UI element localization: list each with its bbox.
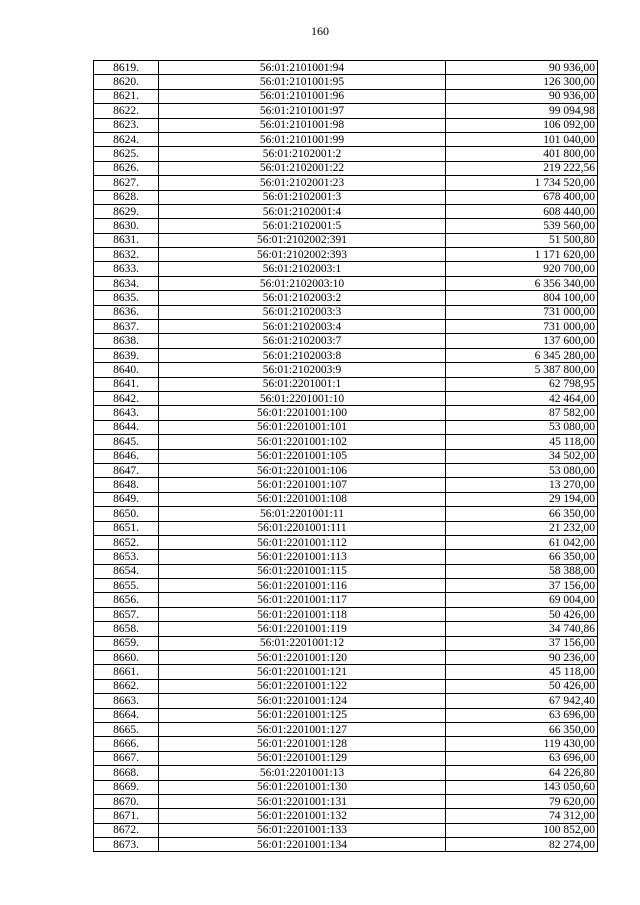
row-number: 8633. (94, 262, 159, 276)
row-number: 8620. (94, 75, 159, 89)
cadastral-value: 58 388,00 (446, 564, 598, 578)
cadastral-value: 106 092,00 (446, 118, 598, 132)
cadastral-value: 66 350,00 (446, 722, 598, 736)
row-number: 8619. (94, 61, 159, 75)
table-row (94, 204, 598, 218)
cadastral-number: 56:01:2102003:3 (159, 305, 446, 319)
table-row (94, 190, 598, 204)
cadastral-number: 56:01:2101001:99 (159, 132, 446, 146)
table-row (94, 248, 598, 262)
cadastral-value: 21 232,00 (446, 521, 598, 535)
row-number: 8625. (94, 147, 159, 161)
row-number: 8629. (94, 204, 159, 218)
table-row (94, 780, 598, 794)
table-row (94, 651, 598, 665)
cadastral-value: 920 700,00 (446, 262, 598, 276)
table-row (94, 809, 598, 823)
cadastral-number: 56:01:2201001:134 (159, 838, 446, 852)
cadastral-value: 34 740,86 (446, 622, 598, 636)
cadastral-value: 87 582,00 (446, 406, 598, 420)
cadastral-value: 100 852,00 (446, 823, 598, 837)
table-row (94, 694, 598, 708)
cadastral-value: 29 194,00 (446, 492, 598, 506)
cadastral-value: 45 118,00 (446, 665, 598, 679)
table-row (94, 75, 598, 89)
table-row (94, 607, 598, 621)
cadastral-number: 56:01:2201001:124 (159, 694, 446, 708)
row-number: 8641. (94, 377, 159, 391)
cadastral-value: 63 696,00 (446, 708, 598, 722)
table-row (94, 521, 598, 535)
row-number: 8664. (94, 708, 159, 722)
cadastral-value: 82 274,00 (446, 838, 598, 852)
cadastral-number: 56:01:2101001:98 (159, 118, 446, 132)
cadastral-number: 56:01:2102001:22 (159, 161, 446, 175)
cadastral-number: 56:01:2201001:12 (159, 636, 446, 650)
table-row (94, 406, 598, 420)
cadastral-value: 66 350,00 (446, 507, 598, 521)
cadastral-value: 539 560,00 (446, 219, 598, 233)
table-row (94, 579, 598, 593)
page-number: 160 (311, 24, 329, 38)
cadastral-number: 56:01:2201001:125 (159, 708, 446, 722)
cadastral-value: 64 226,80 (446, 766, 598, 780)
cadastral-value: 731 000,00 (446, 305, 598, 319)
row-number: 8668. (94, 766, 159, 780)
table-row (94, 435, 598, 449)
table-row (94, 751, 598, 765)
cadastral-value: 90 936,00 (446, 61, 598, 75)
table-row (94, 176, 598, 190)
cadastral-number: 56:01:2201001:117 (159, 593, 446, 607)
cadastral-number: 56:01:2201001:121 (159, 665, 446, 679)
cadastral-value: 13 270,00 (446, 478, 598, 492)
cadastral-value: 50 426,00 (446, 607, 598, 621)
row-number: 8640. (94, 363, 159, 377)
cadastral-number: 56:01:2201001:106 (159, 463, 446, 477)
table-row (94, 679, 598, 693)
cadastral-number: 56:01:2101001:95 (159, 75, 446, 89)
cadastral-value: 62 798,95 (446, 377, 598, 391)
cadastral-value: 126 300,00 (446, 75, 598, 89)
cadastral-value: 101 040,00 (446, 132, 598, 146)
row-number: 8631. (94, 233, 159, 247)
table-row (94, 593, 598, 607)
row-number: 8653. (94, 550, 159, 564)
row-number: 8621. (94, 89, 159, 103)
table-row (94, 737, 598, 751)
table-row (94, 492, 598, 506)
cadastral-number: 56:01:2102002:391 (159, 233, 446, 247)
row-number: 8670. (94, 794, 159, 808)
cadastral-value: 119 430,00 (446, 737, 598, 751)
cadastral-number: 56:01:2102003:8 (159, 348, 446, 362)
cadastral-value: 6 345 280,00 (446, 348, 598, 362)
table-row (94, 233, 598, 247)
cadastral-value: 99 094,98 (446, 104, 598, 118)
table-row (94, 276, 598, 290)
table-row (94, 766, 598, 780)
row-number: 8659. (94, 636, 159, 650)
row-number: 8623. (94, 118, 159, 132)
row-number: 8634. (94, 276, 159, 290)
cadastral-number: 56:01:2201001:115 (159, 564, 446, 578)
cadastral-value: 67 942,40 (446, 694, 598, 708)
cadastral-number: 56:01:2201001:132 (159, 809, 446, 823)
cadastral-value: 678 400,00 (446, 190, 598, 204)
cadastral-value: 37 156,00 (446, 579, 598, 593)
table-row (94, 449, 598, 463)
row-number: 8660. (94, 651, 159, 665)
cadastral-number: 56:01:2201001:130 (159, 780, 446, 794)
table-row (94, 420, 598, 434)
row-number: 8642. (94, 391, 159, 405)
table-row (94, 291, 598, 305)
cadastral-number: 56:01:2201001:102 (159, 435, 446, 449)
row-number: 8651. (94, 521, 159, 535)
cadastral-number: 56:01:2201001:111 (159, 521, 446, 535)
cadastral-number: 56:01:2102001:2 (159, 147, 446, 161)
row-number: 8630. (94, 219, 159, 233)
table-row (94, 89, 598, 103)
row-number: 8622. (94, 104, 159, 118)
cadastral-number: 56:01:2201001:107 (159, 478, 446, 492)
row-number: 8656. (94, 593, 159, 607)
row-number: 8645. (94, 435, 159, 449)
cadastral-number: 56:01:2201001:119 (159, 622, 446, 636)
row-number: 8628. (94, 190, 159, 204)
cadastral-value: 79 620,00 (446, 794, 598, 808)
row-number: 8635. (94, 291, 159, 305)
table-row (94, 118, 598, 132)
row-number: 8624. (94, 132, 159, 146)
table-row (94, 377, 598, 391)
row-number: 8652. (94, 535, 159, 549)
row-number: 8643. (94, 406, 159, 420)
table-row (94, 262, 598, 276)
cadastral-number: 56:01:2201001:113 (159, 550, 446, 564)
cadastral-number: 56:01:2201001:10 (159, 391, 446, 405)
cadastral-value: 63 696,00 (446, 751, 598, 765)
cadastral-number: 56:01:2102003:4 (159, 320, 446, 334)
table-row (94, 478, 598, 492)
cadastral-value: 1 734 520,00 (446, 176, 598, 190)
row-number: 8657. (94, 607, 159, 621)
table-row (94, 838, 598, 852)
cadastral-value: 45 118,00 (446, 435, 598, 449)
table-row (94, 334, 598, 348)
table-row (94, 132, 598, 146)
cadastral-value: 731 000,00 (446, 320, 598, 334)
cadastral-number: 56:01:2102001:3 (159, 190, 446, 204)
cadastral-number: 56:01:2102002:393 (159, 248, 446, 262)
table-row (94, 147, 598, 161)
cadastral-value: 37 156,00 (446, 636, 598, 650)
cadastral-value: 804 100,00 (446, 291, 598, 305)
cadastral-number: 56:01:2201001:131 (159, 794, 446, 808)
cadastral-number: 56:01:2102003:9 (159, 363, 446, 377)
cadastral-value: 69 004,00 (446, 593, 598, 607)
table-row (94, 363, 598, 377)
row-number: 8650. (94, 507, 159, 521)
cadastral-value: 5 387 800,00 (446, 363, 598, 377)
cadastral-value: 219 222,56 (446, 161, 598, 175)
table-row (94, 665, 598, 679)
table-row (94, 391, 598, 405)
table-row (94, 823, 598, 837)
cadastral-number: 56:01:2102003:1 (159, 262, 446, 276)
cadastral-value: 6 356 340,00 (446, 276, 598, 290)
cadastral-value: 61 042,00 (446, 535, 598, 549)
cadastral-number: 56:01:2201001:100 (159, 406, 446, 420)
table-row (94, 320, 598, 334)
cadastral-number: 56:01:2201001:101 (159, 420, 446, 434)
table-row (94, 463, 598, 477)
row-number: 8665. (94, 722, 159, 736)
table-body (94, 61, 598, 852)
cadastral-number: 56:01:2201001:122 (159, 679, 446, 693)
row-number: 8667. (94, 751, 159, 765)
cadastral-number: 56:01:2102003:2 (159, 291, 446, 305)
cadastral-number: 56:01:2102003:10 (159, 276, 446, 290)
table-row (94, 564, 598, 578)
cadastral-number: 56:01:2201001:116 (159, 579, 446, 593)
row-number: 8648. (94, 478, 159, 492)
cadastral-number: 56:01:2201001:1 (159, 377, 446, 391)
cadastral-number: 56:01:2101001:96 (159, 89, 446, 103)
cadastral-value: 90 936,00 (446, 89, 598, 103)
row-number: 8671. (94, 809, 159, 823)
row-number: 8662. (94, 679, 159, 693)
cadastral-number: 56:01:2102001:23 (159, 176, 446, 190)
cadastral-value: 50 426,00 (446, 679, 598, 693)
cadastral-value: 66 350,00 (446, 550, 598, 564)
cadastral-value: 51 500,80 (446, 233, 598, 247)
row-number: 8632. (94, 248, 159, 262)
row-number: 8666. (94, 737, 159, 751)
table-row (94, 794, 598, 808)
table-row (94, 507, 598, 521)
cadastral-value: 143 050,60 (446, 780, 598, 794)
row-number: 8647. (94, 463, 159, 477)
cadastral-number: 56:01:2102001:5 (159, 219, 446, 233)
row-number: 8637. (94, 320, 159, 334)
table-row (94, 348, 598, 362)
table-row (94, 104, 598, 118)
cadastral-value: 137 600,00 (446, 334, 598, 348)
cadastral-number: 56:01:2102001:4 (159, 204, 446, 218)
row-number: 8658. (94, 622, 159, 636)
row-number: 8673. (94, 838, 159, 852)
cadastral-number: 56:01:2201001:118 (159, 607, 446, 621)
table-row (94, 708, 598, 722)
table-row (94, 219, 598, 233)
cadastral-number: 56:01:2201001:127 (159, 722, 446, 736)
table-row (94, 550, 598, 564)
row-number: 8654. (94, 564, 159, 578)
cadastral-number: 56:01:2201001:133 (159, 823, 446, 837)
row-number: 8655. (94, 579, 159, 593)
cadastral-value-table (93, 60, 598, 852)
row-number: 8669. (94, 780, 159, 794)
cadastral-number: 56:01:2201001:11 (159, 507, 446, 521)
cadastral-number: 56:01:2201001:128 (159, 737, 446, 751)
cadastral-value: 90 236,00 (446, 651, 598, 665)
cadastral-value: 34 502,00 (446, 449, 598, 463)
cadastral-value: 401 800,00 (446, 147, 598, 161)
cadastral-number: 56:01:2201001:108 (159, 492, 446, 506)
cadastral-number: 56:01:2201001:13 (159, 766, 446, 780)
cadastral-number: 56:01:2101001:94 (159, 61, 446, 75)
table-row (94, 622, 598, 636)
row-number: 8636. (94, 305, 159, 319)
cadastral-value: 53 080,00 (446, 463, 598, 477)
table-row (94, 61, 598, 75)
cadastral-value: 608 440,00 (446, 204, 598, 218)
cadastral-number: 56:01:2201001:105 (159, 449, 446, 463)
row-number: 8627. (94, 176, 159, 190)
table-row (94, 161, 598, 175)
row-number: 8663. (94, 694, 159, 708)
row-number: 8646. (94, 449, 159, 463)
cadastral-number: 56:01:2102003:7 (159, 334, 446, 348)
row-number: 8638. (94, 334, 159, 348)
table-row (94, 535, 598, 549)
cadastral-number: 56:01:2101001:97 (159, 104, 446, 118)
cadastral-value: 42 464,00 (446, 391, 598, 405)
table-row (94, 722, 598, 736)
cadastral-value: 74 312,00 (446, 809, 598, 823)
cadastral-number: 56:01:2201001:120 (159, 651, 446, 665)
row-number: 8661. (94, 665, 159, 679)
row-number: 8644. (94, 420, 159, 434)
cadastral-value: 1 171 620,00 (446, 248, 598, 262)
row-number: 8626. (94, 161, 159, 175)
cadastral-number: 56:01:2201001:129 (159, 751, 446, 765)
cadastral-number: 56:01:2201001:112 (159, 535, 446, 549)
row-number: 8672. (94, 823, 159, 837)
row-number: 8649. (94, 492, 159, 506)
cadastral-value: 53 080,00 (446, 420, 598, 434)
row-number: 8639. (94, 348, 159, 362)
table-row (94, 636, 598, 650)
table-row (94, 305, 598, 319)
